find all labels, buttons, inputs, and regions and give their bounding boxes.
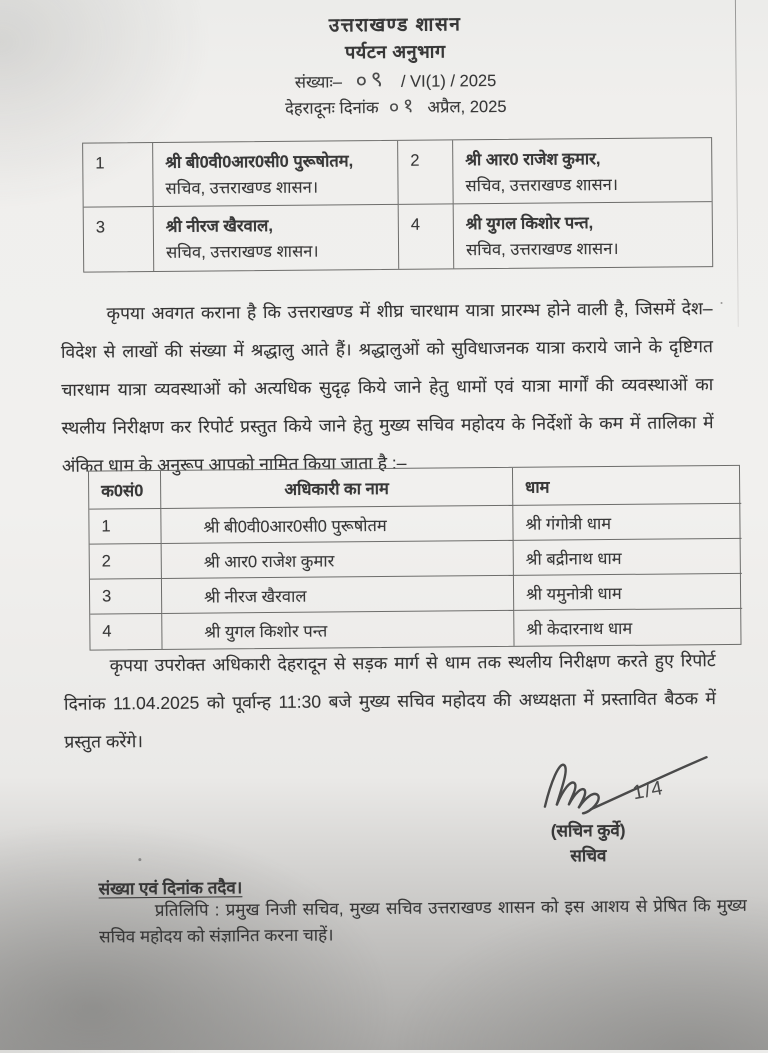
body-paragraph-1: कृपया अवगत कराना है कि उत्तराखण्ड में शीघ्र चारधाम यात्रा प्रारम्भ होने वाली है, जिसमें देश–विदेश से लाखों की संख्या में श्रद्धालु आते हैं। श्रद्धालुओं को सुविधाजनक यात्रा कराये जाने के दृष्टिगत चारधाम यात्रा व्यवस्थाओं को अत्यधिक सुदृढ़ किये जाने हेतु धामों एवं यात्रा मार्गों की व्यवस्थाओं का स्थलीय निरीक्षण कर रिपोर्ट प्रस्तुत किये जाने हेतु मुख्य सचिव महोदय के निर्देशों के कम में तालिका में अंकित धाम के अनुरूप आपको नामित किया जाता है :– xyxy=(60,298,714,476)
signature-scribble xyxy=(530,745,721,825)
date-line xyxy=(27,92,765,123)
scan-speck xyxy=(138,858,141,861)
ref-rest: / VI(1) / 2025 xyxy=(400,72,497,91)
row-dham: श्री बद्रीनाथ धाम xyxy=(514,539,742,576)
row-officer: श्री नीरज खैरवाल xyxy=(162,576,514,614)
signatory-title: सचिव xyxy=(570,846,607,866)
officer-cell xyxy=(454,202,713,268)
row-serial: 3 xyxy=(90,579,162,615)
row-dham: श्री केदारनाथ धाम xyxy=(526,619,633,639)
officer-designation: सचिव, उत्तराखण्ड शासन। xyxy=(165,178,319,198)
signatory-name: (सचिन कुर्वे) xyxy=(550,820,626,841)
row-officer: श्री आर0 राजेश कुमार xyxy=(162,541,514,579)
column-header-dham: धाम xyxy=(513,466,741,506)
row-officer: श्री युगल किशोर पन्त xyxy=(162,611,514,649)
column-header-serial: क0सं0 xyxy=(89,471,161,510)
officer-number: 3 xyxy=(84,207,155,272)
officer-designation: सचिव, उत्तराखण्ड शासन। xyxy=(465,175,619,196)
footer-heading: संख्या एवं दिनांक तदैव। xyxy=(98,878,243,899)
handwritten-date-number: ०१ xyxy=(387,94,419,120)
handwritten-note: 1/4 xyxy=(630,777,666,805)
officer-designation: सचिव, उत्तराखण्ड शासन। xyxy=(465,239,619,260)
officer-number: 1 xyxy=(83,143,154,208)
officer-number: 2 xyxy=(398,140,454,204)
officer-designation: सचिव, उत्तराखण्ड शासन। xyxy=(165,242,319,262)
date-label: देहरादूनः दिनांक xyxy=(285,99,379,118)
row-dham: श्री गंगोत्री धाम xyxy=(513,504,741,541)
row-dham: श्री यमुनोत्री धाम xyxy=(514,574,742,611)
org-title: उत्तराखण्ड शासन xyxy=(328,14,462,37)
officer-cell xyxy=(153,141,399,207)
section-title: पर्यटन अनुभाग xyxy=(345,41,446,63)
officer-name: श्री बी0वी0आर0सी0 पुरूषोतम, xyxy=(165,152,354,172)
row-serial: 2 xyxy=(90,544,162,580)
officers-table xyxy=(82,137,713,272)
officer-cell xyxy=(154,205,400,271)
assignment-table xyxy=(88,465,742,651)
row-officer: श्री बी0वी0आर0सी0 पुरूषोतम xyxy=(161,506,513,544)
officer-name: श्री नीरज खैरवाल, xyxy=(165,216,273,236)
row-serial: 1 xyxy=(89,509,161,545)
body-paragraph-2: कृपया उपरोक्त अधिकारी देहरादून से सड़क मार्ग से धाम तक स्थलीय निरीक्षण करते हुए रिपोर्ट दिनांक 11.04.2025 को पूर्वान्ह 11:30 बजे मुख्य सचिव महोदय की अध्यक्षता में प्रस्तावित बैठक में प्रस्तुत करेंगे। xyxy=(63,650,717,752)
handwritten-ref-number: ०९ xyxy=(354,65,389,94)
officer-name: श्री आर0 राजेश कुमार, xyxy=(465,150,601,170)
column-header-officer: अधिकारी का नाम xyxy=(161,468,513,509)
ref-label: संख्याः– xyxy=(294,73,343,92)
scan-speck xyxy=(721,302,723,304)
officer-cell xyxy=(453,138,712,204)
row-serial: 4 xyxy=(90,614,162,650)
letter-header xyxy=(26,11,765,123)
officer-number: 4 xyxy=(399,204,455,268)
footer-copy-text: प्रतिलिपि : प्रमुख निजी सचिव, मुख्य सचिव उत्तराखण्ड शासन को इस आशय से प्रेषित कि मुख्य सचिव महोदय को संज्ञानित करना चाहें। xyxy=(98,895,747,947)
officer-name: श्री युगल किशोर पन्त, xyxy=(465,214,594,234)
date-rest: अप्रैल, 2025 xyxy=(427,97,507,117)
